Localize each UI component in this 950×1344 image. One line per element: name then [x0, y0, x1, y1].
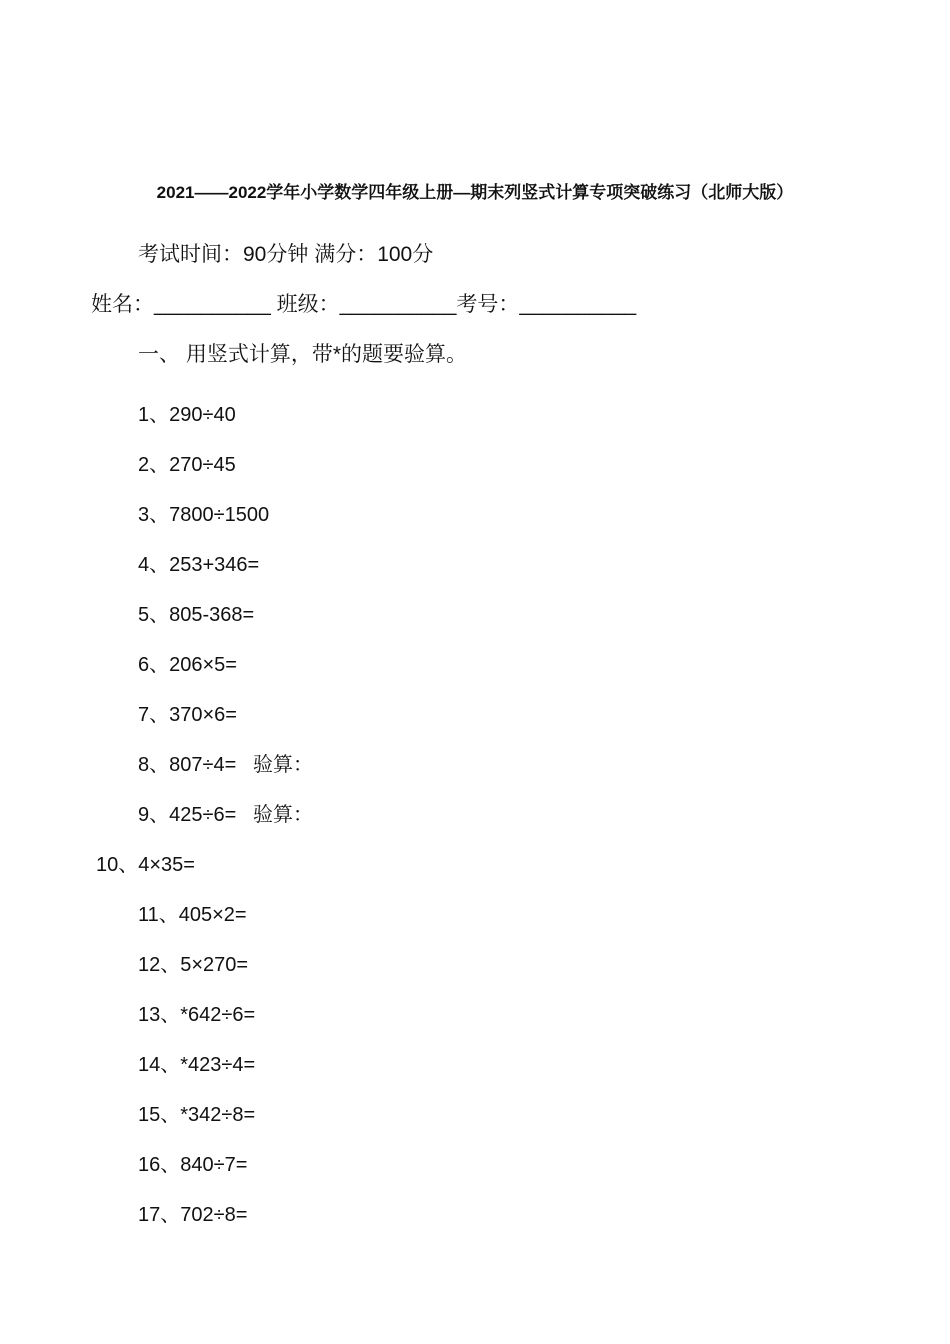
problem-item: 3、7800÷1500: [138, 504, 270, 526]
problem-item: 17、702÷8=: [138, 1204, 248, 1226]
problem-item: 15、*342÷8=: [138, 1104, 256, 1126]
section-heading: 一、 用竖式计算，带*的题要验算。: [138, 343, 468, 366]
problem-item: 9、425÷6= 验算：: [138, 804, 313, 826]
problem-item: 1、290÷40: [138, 404, 236, 426]
problem-item: 10、4×35=: [96, 854, 195, 876]
problem-item: 13、*642÷6=: [138, 1004, 256, 1026]
exam-info: 考试时间：90分钟 满分：100分: [138, 243, 434, 266]
problem-item: 16、840÷7=: [138, 1154, 248, 1176]
student-fields: 姓名：__________ 班级：__________考号：__________: [91, 293, 637, 316]
problem-item: 7、370×6=: [138, 704, 237, 726]
problem-item: 6、206×5=: [138, 654, 237, 676]
problem-item: 14、*423÷4=: [138, 1054, 256, 1076]
problem-item: 11、405×2=: [138, 904, 247, 926]
problem-item: 12、5×270=: [138, 954, 249, 976]
document-title: 2021——2022学年小学数学四年级上册—期末列竖式计算专项突破练习（北师大版）: [156, 183, 794, 202]
problem-item: 4、253+346=: [138, 554, 260, 576]
problem-item: 5、805-368=: [138, 604, 255, 626]
problem-item: 2、270÷45: [138, 454, 236, 476]
problem-item: 8、807÷4= 验算：: [138, 754, 313, 776]
